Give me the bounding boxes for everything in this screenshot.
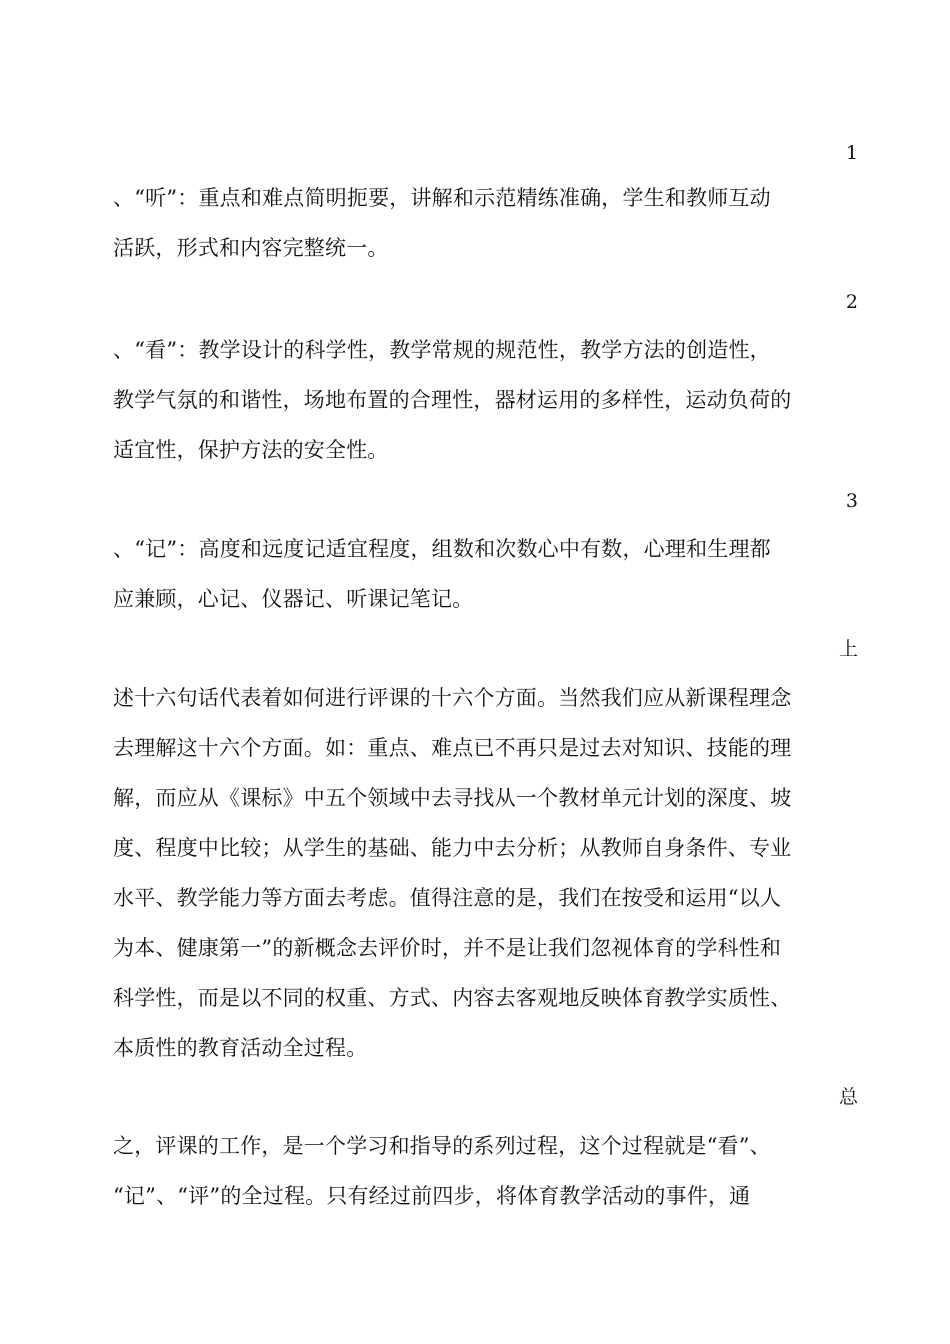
paragraph-4 (113, 673, 833, 1073)
paragraph-line: 本质性的教育活动全过程。 (113, 1036, 368, 1060)
paragraph-line: 为本、健康第一”的新概念去评价时，并不是让我们忽视体育的学科性和 (113, 936, 782, 960)
section-marker-1: 1 (845, 142, 858, 164)
paragraph-line: 水平、教学能力等方面去考虑。值得注意的是，我们在按受和运用“以人 (113, 886, 782, 910)
paragraph-2 (113, 325, 833, 475)
paragraph-line: 去理解这十六个方面。如：重点、难点已不再只是过去对知识、技能的理 (113, 736, 792, 760)
paragraph-line: 解，而应从《课标》中五个领域中去寻找从一个教材单元计划的深度、坡 (113, 786, 792, 810)
paragraph-line: 应兼顾，心记、仪器记、听课记笔记。 (113, 587, 474, 611)
paragraph-line: 之，评课的工作，是一个学习和指导的系列过程，这个过程就是“看”、 (113, 1134, 771, 1158)
paragraph-line: “记”、“评”的全过程。只有经过前四步，将体育教学活动的事件，通 (113, 1184, 751, 1208)
section-marker-5: 总 (838, 1086, 858, 1108)
paragraph-1 (113, 173, 833, 273)
paragraph-line: 科学性，而是以不同的权重、方式、内容去客观地反映体育教学实质性、 (113, 986, 792, 1010)
section-marker-4: 上 (838, 638, 858, 660)
paragraph-line: 教学气氛的和谐性，场地布置的合理性，器材运用的多样性，运动负荷的 (113, 388, 792, 412)
section-marker-2: 2 (845, 291, 858, 313)
section-marker-3: 3 (845, 490, 858, 512)
paragraph-5 (113, 1121, 833, 1221)
paragraph-line: 、“记”：高度和远度记适宜程度，组数和次数心中有数，心理和生理都 (113, 537, 771, 561)
paragraph-line: 、“看”：教学设计的科学性，教学常规的规范性，教学方法的创造性， (113, 338, 771, 362)
paragraph-line: 度、程度中比较；从学生的基础、能力中去分析；从教师自身条件、专业 (113, 836, 792, 860)
paragraph-3 (113, 524, 833, 624)
paragraph-line: 适宜性，保护方法的安全性。 (113, 438, 389, 462)
paragraph-line: 、“听”：重点和难点简明扼要，讲解和示范精练准确，学生和教师互动 (113, 186, 771, 210)
paragraph-line: 活跃，形式和内容完整统一。 (113, 236, 389, 260)
paragraph-line: 述十六句话代表着如何进行评课的十六个方面。当然我们应从新课程理念 (113, 686, 792, 710)
